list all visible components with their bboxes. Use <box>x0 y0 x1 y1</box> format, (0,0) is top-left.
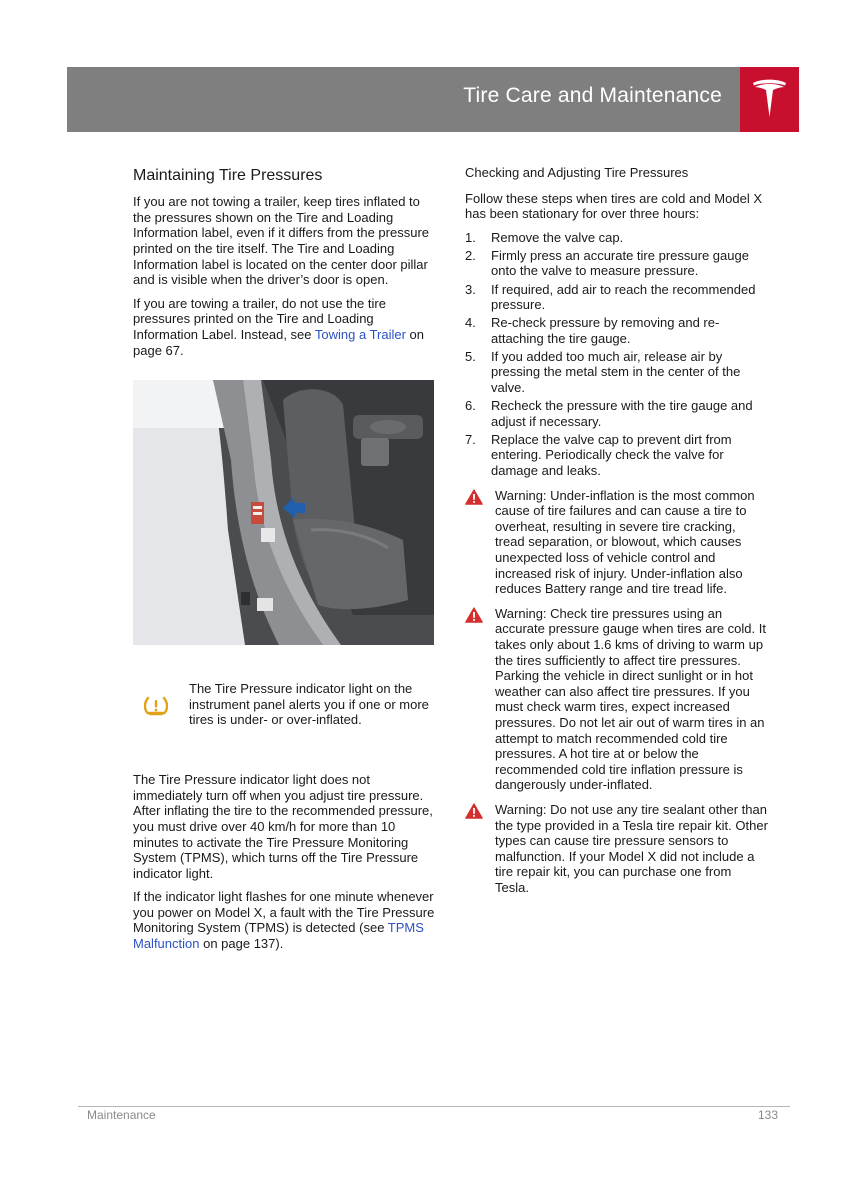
indicator-description: The Tire Pressure indicator light on the instrument panel alerts you if one or more tires is under- or over-inflated. <box>189 681 429 728</box>
towing-text-after: on page 67. <box>133 326 425 358</box>
step-number: 6. <box>465 398 476 414</box>
warning-tire-sealant <box>465 802 768 896</box>
steps-list <box>465 230 768 479</box>
step-text: Re-check pressure by removing and re-attaching the tire gauge. <box>491 315 720 346</box>
list-item <box>465 432 768 479</box>
warning-check-cold <box>465 606 768 793</box>
step-number: 7. <box>465 431 476 447</box>
section-heading: Maintaining Tire Pressures <box>133 167 323 184</box>
warning-text: Warning: Check tire pressures using an accurate pressure gauge when tires are cold. It takes only about 1.6 kms of driving to warm up the tires sufficiently to affect tire pressures. Parking the vehicle in direct sunlight or in hot weather can also affect tire pressures. If you must check warm tires, expect increased pressures. Do not let air out of warm tires in an attempt to match recommended cold tire pressures. A hot tire at or below the recommended cold tire inflation pressure is dangerously under-inflated. <box>495 605 766 793</box>
fault-text-before: If the indicator light flashes for one minute whenever you power on Model X, a fault with the Tire Pressure Monitoring System (TPMS) is detected (see <box>133 889 435 936</box>
paragraph-towing <box>133 296 436 358</box>
list-item <box>465 349 768 396</box>
warning-text: Warning: Under-inflation is the most common cause of tire failures and can cause a tire to overheat, resulting in severe tire cracking, tread separation, or blowout, which causes unexpected loss of vehicle control and increased risk of injury. Under-inflation also reduces Battery range and tire tread life. <box>495 487 755 597</box>
footer-section-name: Maintenance <box>87 1108 156 1122</box>
warning-triangle-icon <box>465 607 483 623</box>
tire-pressure-warning-icon <box>144 695 168 717</box>
step-text: Firmly press an accurate tire pressure gauge onto the valve to measure pressure. <box>491 247 749 279</box>
paragraph-tpms-fault <box>133 889 436 951</box>
steps-intro: Follow these steps when tires are cold and Model X has been stationary for over three hours: <box>465 190 762 222</box>
tpms-malfunction-link[interactable]: TPMS Malfunction <box>133 920 424 952</box>
right-column <box>465 164 768 895</box>
list-item <box>465 398 768 429</box>
tesla-logo-icon <box>752 79 787 119</box>
step-number: 2. <box>465 247 476 263</box>
warning-under-inflation <box>465 488 768 597</box>
page-header-bar <box>67 67 740 132</box>
door-pillar-label-photo <box>133 380 434 645</box>
paragraph-tpms-reset: The Tire Pressure indicator light does not immediately turn off when you adjust tire pressure. After inflating the tire to the recommended pressure, you must drive over 40 km/h for more than 10 minutes to activate the Tire Pressure Monitoring System (TPMS), which turns off the Tire Pressure indicator light. <box>133 772 433 881</box>
page-title: Tire Care and Maintenance <box>463 84 722 107</box>
list-item <box>465 315 768 346</box>
step-number: 5. <box>465 348 476 364</box>
step-text: If required, add air to reach the recommended pressure. <box>491 281 756 313</box>
step-text: Recheck the pressure with the tire gauge and adjust if necessary. <box>491 398 753 429</box>
subsection-heading: Checking and Adjusting Tire Pressures <box>465 165 689 180</box>
warning-triangle-icon <box>465 489 483 505</box>
warning-triangle-icon <box>465 803 483 819</box>
list-item <box>465 282 768 313</box>
page-number: 133 <box>757 1108 778 1122</box>
step-text: If you added too much air, release air by pressing the metal stem in the center of the valve. <box>491 348 741 396</box>
towing-text-before: If you are towing a trailer, do not use the tire pressures printed on the Tire and Loading Information Label. Instead, see <box>133 295 386 342</box>
step-number: 1. <box>465 229 476 245</box>
warning-text: Warning: Do not use any tire sealant other than the type provided in a Tesla tire repair kit. Other types can cause tire pressure sensors to malfunction. If your Model X did not include a tire repair kit, you can purchase one from Tesla. <box>495 801 768 895</box>
left-column <box>133 164 436 960</box>
towing-a-trailer-link[interactable]: Towing a Trailer <box>314 326 406 342</box>
step-text: Remove the valve cap. <box>491 229 624 245</box>
step-number: 3. <box>465 281 476 297</box>
step-number: 4. <box>465 315 476 331</box>
list-item <box>465 230 768 246</box>
list-item <box>465 248 768 279</box>
tire-pressure-indicator-note <box>133 675 436 755</box>
paragraph-pressure-label: If you are not towing a trailer, keep tires inflated to the pressures shown on the Tire and Loading Information label, even if it differs from the pressure printed on the tire itself. The Tire and Loading Information label is located on the center door pillar and is visible when the driver’s door is open. <box>133 194 430 288</box>
step-text: Replace the valve cap to prevent dirt from entering. Periodically check the valve for damage and leaks. <box>491 431 732 479</box>
fault-text-after: on page 137). <box>199 936 284 952</box>
brand-logo-box <box>740 67 799 132</box>
footer-divider <box>78 1106 790 1107</box>
